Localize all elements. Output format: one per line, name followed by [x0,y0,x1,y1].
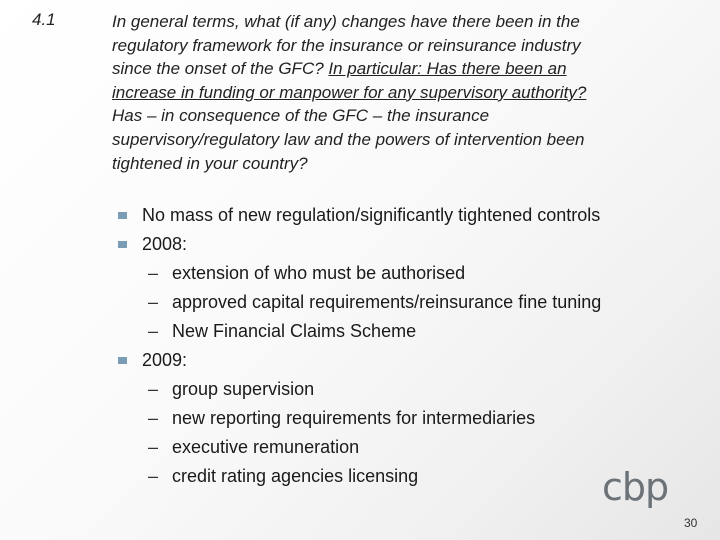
sub-bullet-text: executive remuneration [172,437,360,457]
question-text [112,10,702,175]
bullet-text: No mass of new regulation/significantly tightened controls [142,205,601,225]
question-segment-underlined: increase in funding or manpower for any supervisory authority? [112,82,587,102]
sub-bullet-item [118,404,678,433]
question-segment-underlined: In particular: Has there been an [328,59,567,79]
sub-bullet-item [118,288,678,317]
dash-bullet-icon: – [148,408,159,428]
dash-bullet-icon: – [148,466,159,486]
question-line: In general terms, what (if any) changes have there been in the [112,12,580,31]
question-line [112,81,702,105]
dash-bullet-icon: – [148,292,159,312]
question-line [112,57,702,81]
bullet-text: 2009: [142,350,188,370]
question-line: tightened in your country? [112,153,308,173]
cbp-logo [600,470,696,516]
bullet-item [118,230,678,259]
sub-bullet-text: extension of who must be authorised [172,263,466,283]
dash-bullet-icon: – [148,321,159,341]
sub-bullet-item [118,375,678,404]
sub-bullet-item [118,433,678,462]
sub-bullet-text: New Financial Claims Scheme [172,321,417,341]
sub-bullet-text: group supervision [172,379,315,399]
sub-bullet-item [118,462,678,491]
question-line: supervisory/regulatory law and the powers of intervention been [112,129,585,149]
dash-bullet-icon: – [148,379,159,399]
logo-text: cbp [602,470,669,509]
question-segment: since the onset of the GFC? [112,59,329,79]
bullet-item [118,201,678,230]
bullet-list [118,201,678,491]
dash-bullet-icon: – [148,263,159,283]
dash-bullet-icon: – [148,437,159,457]
sub-bullet-item [118,317,678,346]
sub-bullet-text: new reporting requirements for intermediaries [172,408,536,428]
question-number: 4.1 [32,10,56,29]
sub-bullet-item [118,259,678,288]
bullet-item [118,346,678,375]
question-line: regulatory framework for the insurance or reinsurance industry [112,35,581,55]
bullet-text: 2008: [142,234,188,254]
square-bullet-icon [118,212,127,219]
sub-bullet-text: credit rating agencies licensing [172,466,419,486]
question-line: Has – in consequence of the GFC – the insurance [112,106,490,126]
sub-bullet-text: approved capital requirements/reinsurance fine tuning [172,292,602,312]
square-bullet-icon [118,241,127,248]
page-number: 30 [684,516,698,530]
square-bullet-icon [118,357,127,364]
